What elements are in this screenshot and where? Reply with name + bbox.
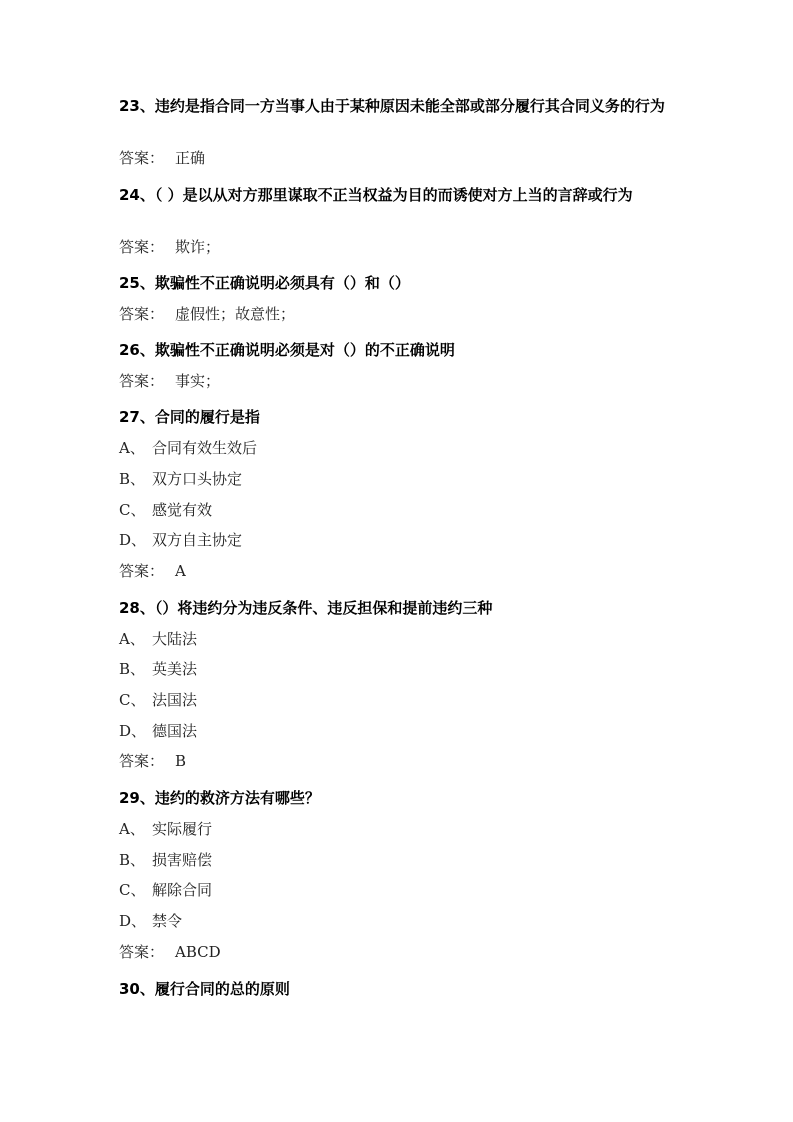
option-item	[119, 911, 182, 931]
question-title: 28、（）将违约分为违反条件、违反担保和提前违约三种	[119, 599, 493, 617]
option-text: 法国法	[152, 691, 198, 709]
answer-label: 答案：	[119, 562, 165, 580]
question-title: 30、履行合同的总的原则	[119, 980, 290, 998]
answer-label: 答案：	[119, 943, 165, 961]
option-text: 合同有效生效后	[152, 439, 258, 457]
answer-value: 正确	[175, 149, 206, 167]
question-title: 27、合同的履行是指	[119, 408, 260, 426]
option-item	[119, 629, 197, 649]
option-text: 双方口头协定	[152, 470, 243, 488]
option-item	[119, 690, 197, 710]
option-text: 解除合同	[152, 881, 213, 899]
option-item	[119, 500, 212, 520]
option-text: 大陆法	[152, 630, 198, 648]
answer-label: 答案：	[119, 752, 165, 770]
option-letter: A、	[119, 820, 145, 838]
answer-line	[119, 304, 295, 324]
option-item	[119, 721, 197, 741]
option-text: 双方自主协定	[152, 531, 243, 549]
answer-value: B	[175, 752, 187, 770]
answer-value: 欺诈；	[175, 238, 221, 256]
option-item	[119, 530, 242, 550]
answer-value: ABCD	[175, 943, 221, 961]
answer-line	[119, 561, 186, 581]
option-letter: C、	[119, 691, 146, 709]
option-item	[119, 469, 242, 489]
option-text: 禁令	[152, 912, 183, 930]
option-letter: D、	[119, 722, 147, 740]
option-item	[119, 880, 212, 900]
answer-label: 答案：	[119, 305, 165, 323]
option-text: 感觉有效	[152, 501, 213, 519]
answer-label: 答案：	[119, 149, 165, 167]
answer-line	[119, 148, 205, 168]
option-letter: C、	[119, 501, 146, 519]
answer-line	[119, 371, 220, 391]
question-title: 26、欺骗性不正确说明必须是对（）的不正确说明	[119, 341, 455, 359]
answer-value: 事实；	[175, 372, 221, 390]
option-letter: A、	[119, 630, 145, 648]
option-letter: A、	[119, 439, 145, 457]
answer-label: 答案：	[119, 238, 165, 256]
option-text: 损害赔偿	[152, 851, 213, 869]
option-text: 英美法	[152, 660, 198, 678]
option-letter: B、	[119, 660, 146, 678]
answer-value: A	[175, 562, 186, 580]
option-item	[119, 850, 212, 870]
option-item	[119, 659, 197, 679]
answer-label: 答案：	[119, 372, 165, 390]
option-item	[119, 819, 212, 839]
question-title: 29、违约的救济方法有哪些？	[119, 789, 320, 807]
option-text: 实际履行	[152, 820, 213, 838]
option-item	[119, 438, 257, 458]
option-letter: D、	[119, 531, 147, 549]
option-letter: B、	[119, 851, 146, 869]
answer-line	[119, 751, 186, 771]
answer-line	[119, 942, 221, 962]
question-title: 23、违约是指合同一方当事人由于某种原因未能全部或部分履行其合同义务的行为	[119, 97, 665, 115]
option-letter: C、	[119, 881, 146, 899]
question-title: 25、欺骗性不正确说明必须具有（）和（）	[119, 274, 410, 292]
option-text: 德国法	[152, 722, 198, 740]
answer-value: 虚假性；故意性；	[175, 305, 296, 323]
question-title: 24、（ ）是以从对方那里谋取不正当权益为目的而诱使对方上当的言辞或行为	[119, 186, 633, 204]
option-letter: B、	[119, 470, 146, 488]
answer-line	[119, 237, 220, 257]
option-letter: D、	[119, 912, 147, 930]
